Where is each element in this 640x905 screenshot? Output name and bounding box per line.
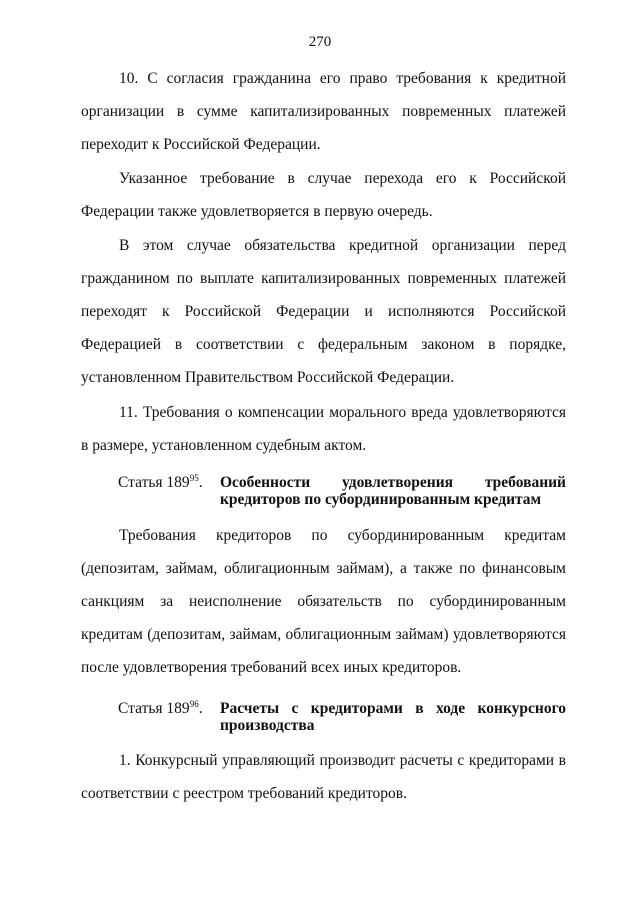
paragraph-settlements: 1. Конкурсный управляющий производит расчеты с кредиторами в соответствии с реестром требований кредиторов. <box>81 752 566 802</box>
page-number: 270 <box>308 34 332 50</box>
article-title: Особенности удовлетворения требований кредиторов по субординированным кредитам <box>220 474 566 508</box>
paragraph-10: 10. С согласия гражданина его право требования к кредитной организации в сумме капитализированных повременных платежей переходит к Российской Федерации. <box>81 70 566 153</box>
article-heading-189-95 <box>118 474 566 508</box>
paragraph-11: 11. Требования о компенсации морального вреда удовлетворяются в размере, установленном судебным актом. <box>81 404 566 454</box>
paragraph-subordinated-claims: Требования кредиторов по субординированным кредитам (депозитам, займам, облигационным займам), а также по финансовым санкциям за неисполнение обязательств по субординированным кредитам (депозитам, займам, облигационным займам) удовлетворяются после удовлетворения требований всех иных кредиторов. <box>81 527 566 676</box>
article-title: Расчеты с кредиторами в ходе конкурсного производства <box>220 700 566 734</box>
article-heading-189-96 <box>118 700 566 734</box>
paragraph-requirement-transfer: Указанное требование в случае перехода его к Российской Федерации также удовлетворяется в первую очередь. <box>81 170 566 220</box>
article-label: Статья $189^{95}$. <box>118 472 203 491</box>
article-label: Статья $189^{96}$. <box>118 698 203 717</box>
paragraph-obligations-transfer: В этом случае обязательства кредитной организации перед гражданином по выплате капитализированных повременных платежей переходят к Российской Федерации и исполняются Российской Федерацией в соответствии с федеральным законом в порядке, установленном Правительством Российской Федерации. <box>81 237 566 386</box>
